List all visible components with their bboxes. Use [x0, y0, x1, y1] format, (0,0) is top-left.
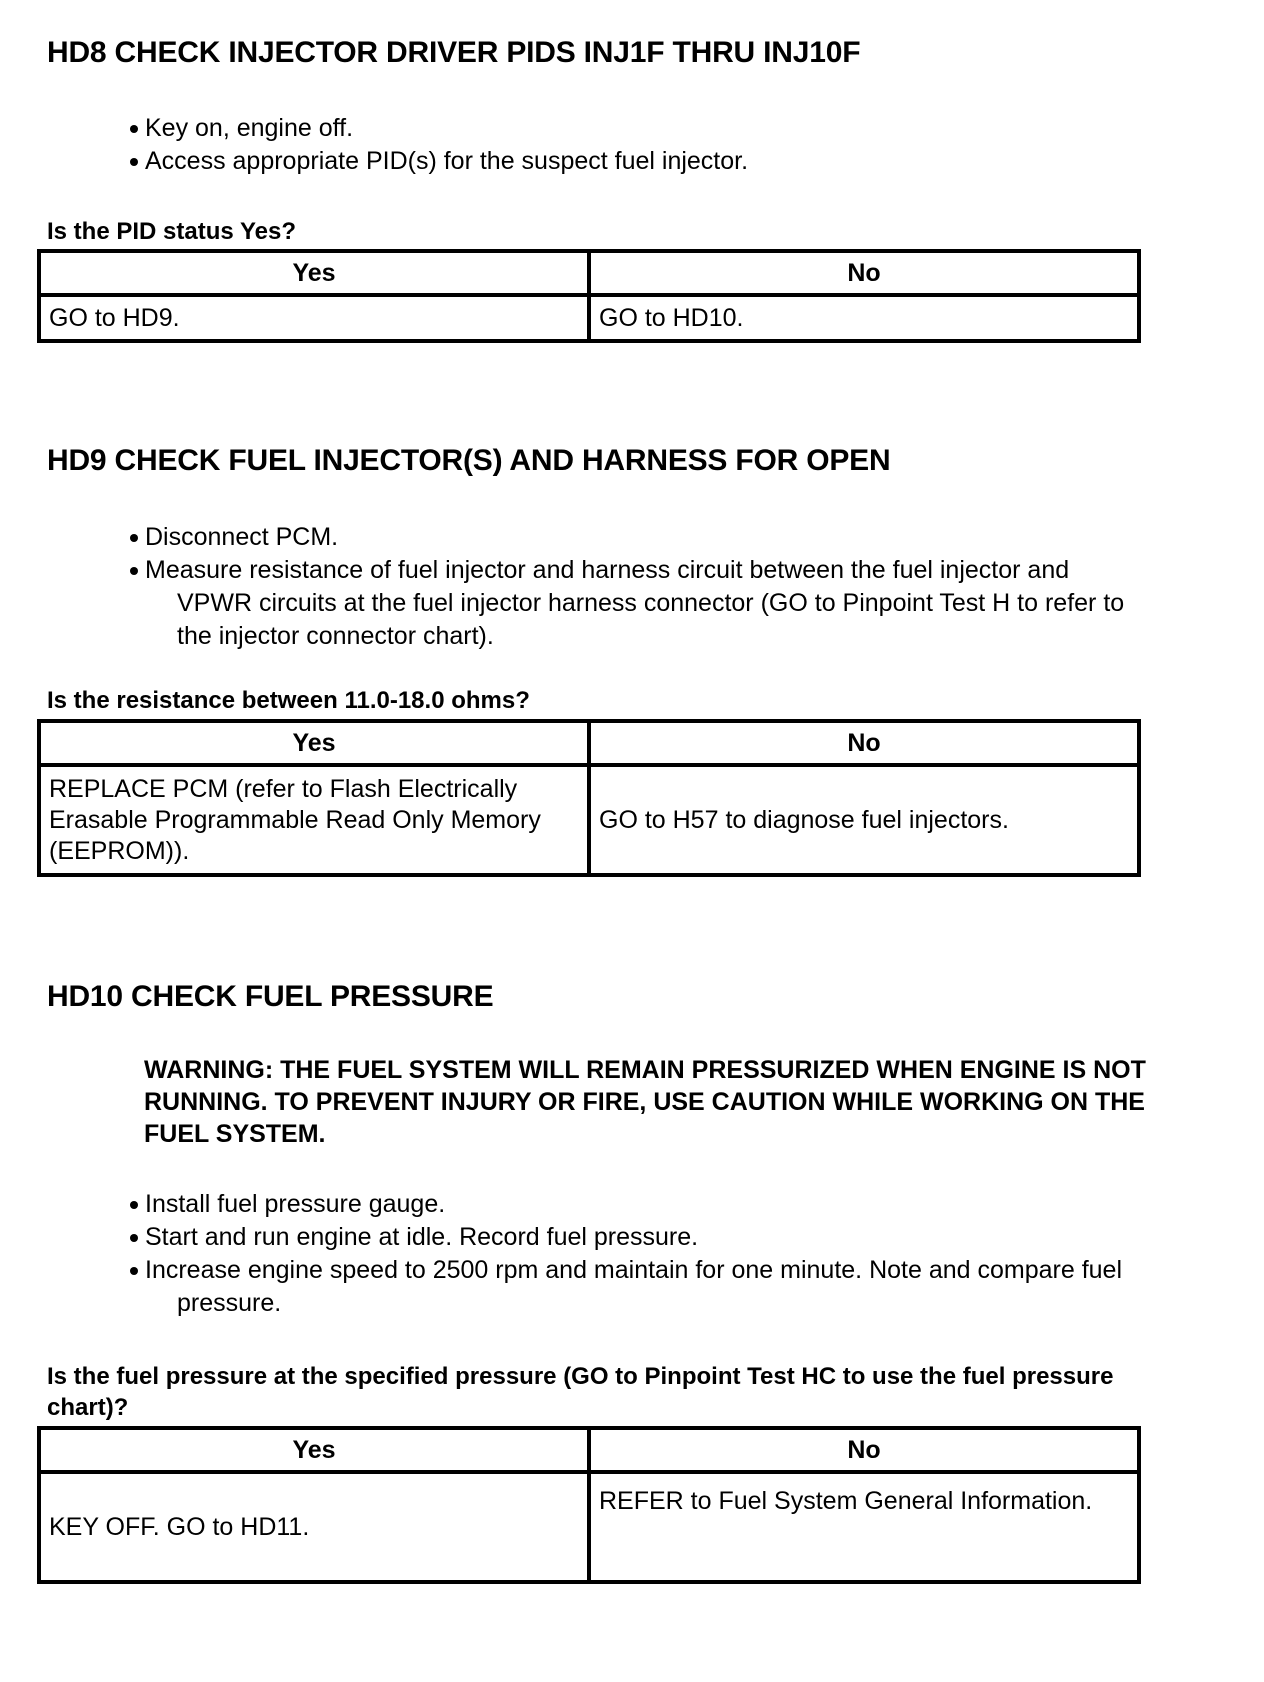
section-heading-hd8: HD8 CHECK INJECTOR DRIVER PIDS INJ1F THRU INJ10F	[47, 36, 861, 69]
steps-list-hd8	[128, 112, 748, 178]
decision-table-hd10	[37, 1426, 1141, 1584]
header-yes: Yes	[39, 721, 589, 765]
header-no: No	[589, 251, 1139, 295]
step-item: Access appropriate PID(s) for the suspect fuel injector.	[128, 145, 748, 178]
bullet-icon	[130, 158, 138, 166]
step-item: Install fuel pressure gauge.	[128, 1188, 1122, 1221]
steps-list-hd10	[128, 1188, 1122, 1320]
bullet-icon	[130, 1267, 138, 1275]
question-hd10: Is the fuel pressure at the specified pressure (GO to Pinpoint Test HC to use the fuel pressure chart)?	[47, 1363, 1114, 1421]
header-yes: Yes	[39, 251, 589, 295]
bullet-icon	[130, 567, 138, 575]
cell-no: GO to H57 to diagnose fuel injectors.	[589, 765, 1139, 875]
bullet-icon	[130, 1234, 138, 1242]
decision-table-hd8	[37, 249, 1141, 343]
step-item: Increase engine speed to 2500 rpm and maintain for one minute. Note and compare fuel pressure.	[128, 1254, 1122, 1320]
bullet-icon	[130, 1201, 138, 1209]
section-heading-hd9: HD9 CHECK FUEL INJECTOR(S) AND HARNESS FOR OPEN	[47, 444, 891, 477]
step-item: Key on, engine off.	[128, 112, 748, 145]
cell-no: GO to HD10.	[589, 295, 1139, 341]
question-hd8: Is the PID status Yes?	[47, 218, 296, 245]
section-heading-hd10: HD10 CHECK FUEL PRESSURE	[47, 980, 494, 1013]
header-no: No	[589, 1428, 1139, 1472]
warning-text: WARNING: THE FUEL SYSTEM WILL REMAIN PRESSURIZED WHEN ENGINE IS NOT RUNNING. TO PREVENT INJURY OR FIRE, USE CAUTION WHILE WORKING ON THE FUEL SYSTEM.	[144, 1056, 1146, 1148]
bullet-icon	[130, 534, 138, 542]
question-hd9: Is the resistance between 11.0-18.0 ohms?	[47, 687, 530, 714]
step-item: Start and run engine at idle. Record fuel pressure.	[128, 1221, 1122, 1254]
decision-table-hd9	[37, 719, 1141, 877]
cell-yes: GO to HD9.	[39, 295, 589, 341]
steps-list-hd9	[128, 521, 1124, 653]
header-no: No	[589, 721, 1139, 765]
cell-yes: KEY OFF. GO to HD11.	[39, 1472, 589, 1582]
step-item: Measure resistance of fuel injector and harness circuit between the fuel injector and VPWR circuits at the fuel injector harness connector (GO to Pinpoint Test H to refer to the injector connector chart).	[128, 554, 1124, 653]
cell-no: REFER to Fuel System General Information.	[589, 1472, 1139, 1582]
cell-yes: REPLACE PCM (refer to Flash Electrically Erasable Programmable Read Only Memory (EEPROM)).	[39, 765, 589, 875]
bullet-icon	[130, 125, 138, 133]
header-yes: Yes	[39, 1428, 589, 1472]
step-item: Disconnect PCM.	[128, 521, 1124, 554]
